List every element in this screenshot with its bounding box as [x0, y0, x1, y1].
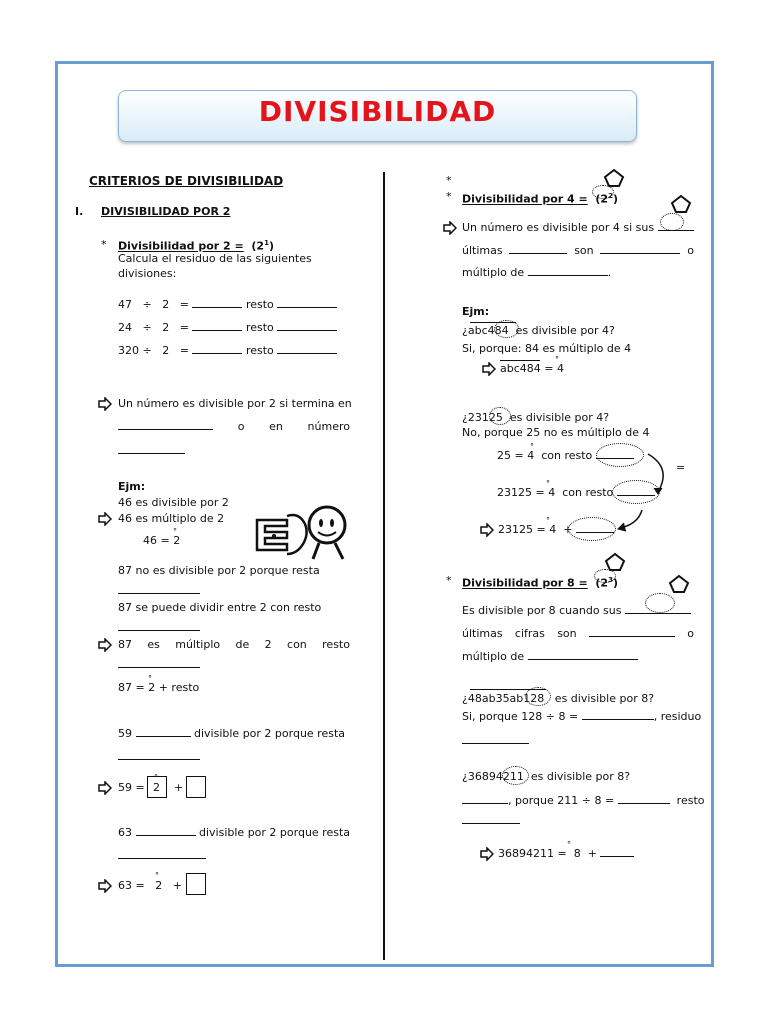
section-heading: CRITERIOS DE DIVISIBILIDAD	[89, 174, 284, 188]
arrow-right-icon	[480, 847, 494, 861]
bullet: *	[446, 190, 452, 203]
dotted-oval	[525, 687, 551, 706]
page-title: DIVISIBILIDAD	[258, 95, 497, 128]
arrow-right-icon	[98, 397, 112, 411]
pentagon-icon	[668, 574, 690, 594]
calc-instruction-2: divisiones:	[118, 267, 177, 280]
answer-1: Si, porque: 84 es múltiplo de 4	[462, 342, 632, 355]
bullet: *	[101, 238, 107, 251]
degree-mark: °	[546, 479, 550, 488]
dotted-oval	[489, 407, 511, 425]
arrow-right-icon	[98, 879, 112, 893]
degree-mark: °	[546, 516, 550, 525]
arrow-right-icon	[482, 362, 496, 376]
question-3: ¿48ab35ab128 es divisible por 8?	[462, 692, 655, 705]
statement-59: 59 divisible por 2 porque resta	[118, 727, 346, 740]
column-divider	[383, 172, 385, 960]
equation-25: 25 = 4 con resto	[497, 449, 634, 463]
bullet: *	[446, 574, 452, 587]
rule-heading-8: Divisibilidad por $8 = (2^3)$	[462, 576, 618, 590]
dotted-oval	[660, 213, 684, 231]
division-row: 320 ÷ 2 = resto	[118, 344, 337, 358]
pentagon-icon	[670, 194, 692, 214]
example-equation: 46 = 2	[143, 534, 181, 547]
degree-mark: °	[530, 442, 534, 451]
answer-line	[118, 584, 200, 598]
dotted-oval	[568, 517, 616, 541]
degree-mark: °	[148, 674, 152, 683]
statement-87a: 87 no es divisible por 2 porque resta	[118, 564, 320, 577]
answer-line	[118, 658, 200, 672]
arrow-right-icon	[98, 638, 112, 652]
statement-63: 63 divisible por 2 porque resta	[118, 826, 351, 839]
equation-87: 87 = 2 + resto	[118, 681, 200, 694]
rule-8-text-2: últimas cifras son o	[462, 627, 694, 640]
dotted-oval	[502, 766, 529, 785]
answer-box[interactable]	[186, 873, 206, 895]
answer-2: No, porque 25 no es múltiplo de 4	[462, 426, 650, 439]
answer-box[interactable]	[186, 776, 206, 798]
answer-line	[118, 444, 185, 458]
answer-3: Si, porque 128 ÷ 8 = , residuo	[462, 710, 702, 723]
question-4: ¿36894211 es divisible por 8?	[462, 770, 631, 783]
degree-mark: °	[567, 840, 571, 849]
equation-36894211: 36894211 = 8 +	[498, 847, 634, 861]
degree-mark: °	[155, 871, 159, 880]
equation-59-label: 59 =	[118, 781, 145, 794]
rule-8-text: Es divisible por 8 cuando sus	[462, 604, 691, 618]
equation-abc484: abc484 = 4	[500, 362, 564, 375]
plus-sign: +	[174, 781, 184, 794]
smiley-figure-icon	[303, 503, 353, 563]
answer-line	[462, 814, 520, 828]
dotted-oval	[494, 320, 519, 338]
equation-23125-sum: 23125 = 4 +	[498, 523, 614, 537]
answer-4: , porque 211 ÷ 8 = resto	[462, 794, 705, 808]
rule-8-text-3: múltiplo de	[462, 650, 638, 664]
answer-line	[118, 750, 200, 764]
answer-line	[118, 849, 206, 863]
rule-heading-4: Divisibilidad por $4 = (2^2)$	[462, 192, 618, 206]
rule-4-text-2: últimas son o	[462, 244, 694, 257]
calc-instruction: Calcula el residuo de las siguientes	[118, 252, 312, 265]
statement-87c: 87 es múltiplo de 2 con resto	[118, 638, 350, 651]
example-line: 46 es divisible por 2	[118, 496, 229, 509]
arrow-right-icon	[480, 523, 494, 537]
question-1: ¿abc484 es divisible por 4?	[462, 324, 615, 337]
equation-63: 63 = 2 +	[118, 879, 182, 892]
equation-23125: 23125 = 4 con resto	[497, 486, 655, 500]
equals-sign: =	[676, 461, 686, 474]
arrow-right-icon	[98, 512, 112, 526]
rule-text-2: o en número	[118, 420, 350, 434]
section-number: I.	[75, 205, 84, 218]
example-line: 46 es múltiplo de 2	[118, 512, 225, 525]
example-label: Ejm:	[462, 305, 490, 318]
rule-heading: Divisibilidad por $2 = (2^1)$	[118, 239, 274, 253]
degree-mark: °	[154, 773, 158, 782]
division-row: 47 ÷ 2 = resto	[118, 298, 337, 312]
answer-line	[118, 621, 200, 635]
section-title: DIVISIBILIDAD POR 2	[101, 205, 231, 218]
curved-arrow-icon	[612, 448, 674, 540]
statement-87b: 87 se puede dividir entre 2 con resto	[118, 601, 322, 614]
rule-text: Un número es divisible por 2 si termina en	[118, 397, 352, 410]
division-row: 24 ÷ 2 = resto	[118, 321, 337, 335]
rule-4-text-3: múltiplo de .	[462, 266, 612, 279]
degree-mark: °	[173, 527, 177, 536]
arrow-right-icon	[98, 781, 112, 795]
answer-line	[462, 734, 529, 748]
rule-4-text: Un número es divisible por 4 si sus	[462, 221, 694, 235]
dotted-oval	[594, 569, 616, 583]
dotted-oval	[645, 593, 675, 613]
degree-mark: °	[555, 355, 559, 364]
arrow-right-icon	[443, 221, 457, 235]
question-2: ¿23125 es divisible por 4?	[462, 411, 610, 424]
equation-59-base: 2	[153, 781, 160, 794]
example-label: Ejm:	[118, 480, 146, 493]
overline	[500, 360, 540, 361]
bullet: *	[446, 174, 452, 187]
dotted-oval	[592, 185, 614, 199]
